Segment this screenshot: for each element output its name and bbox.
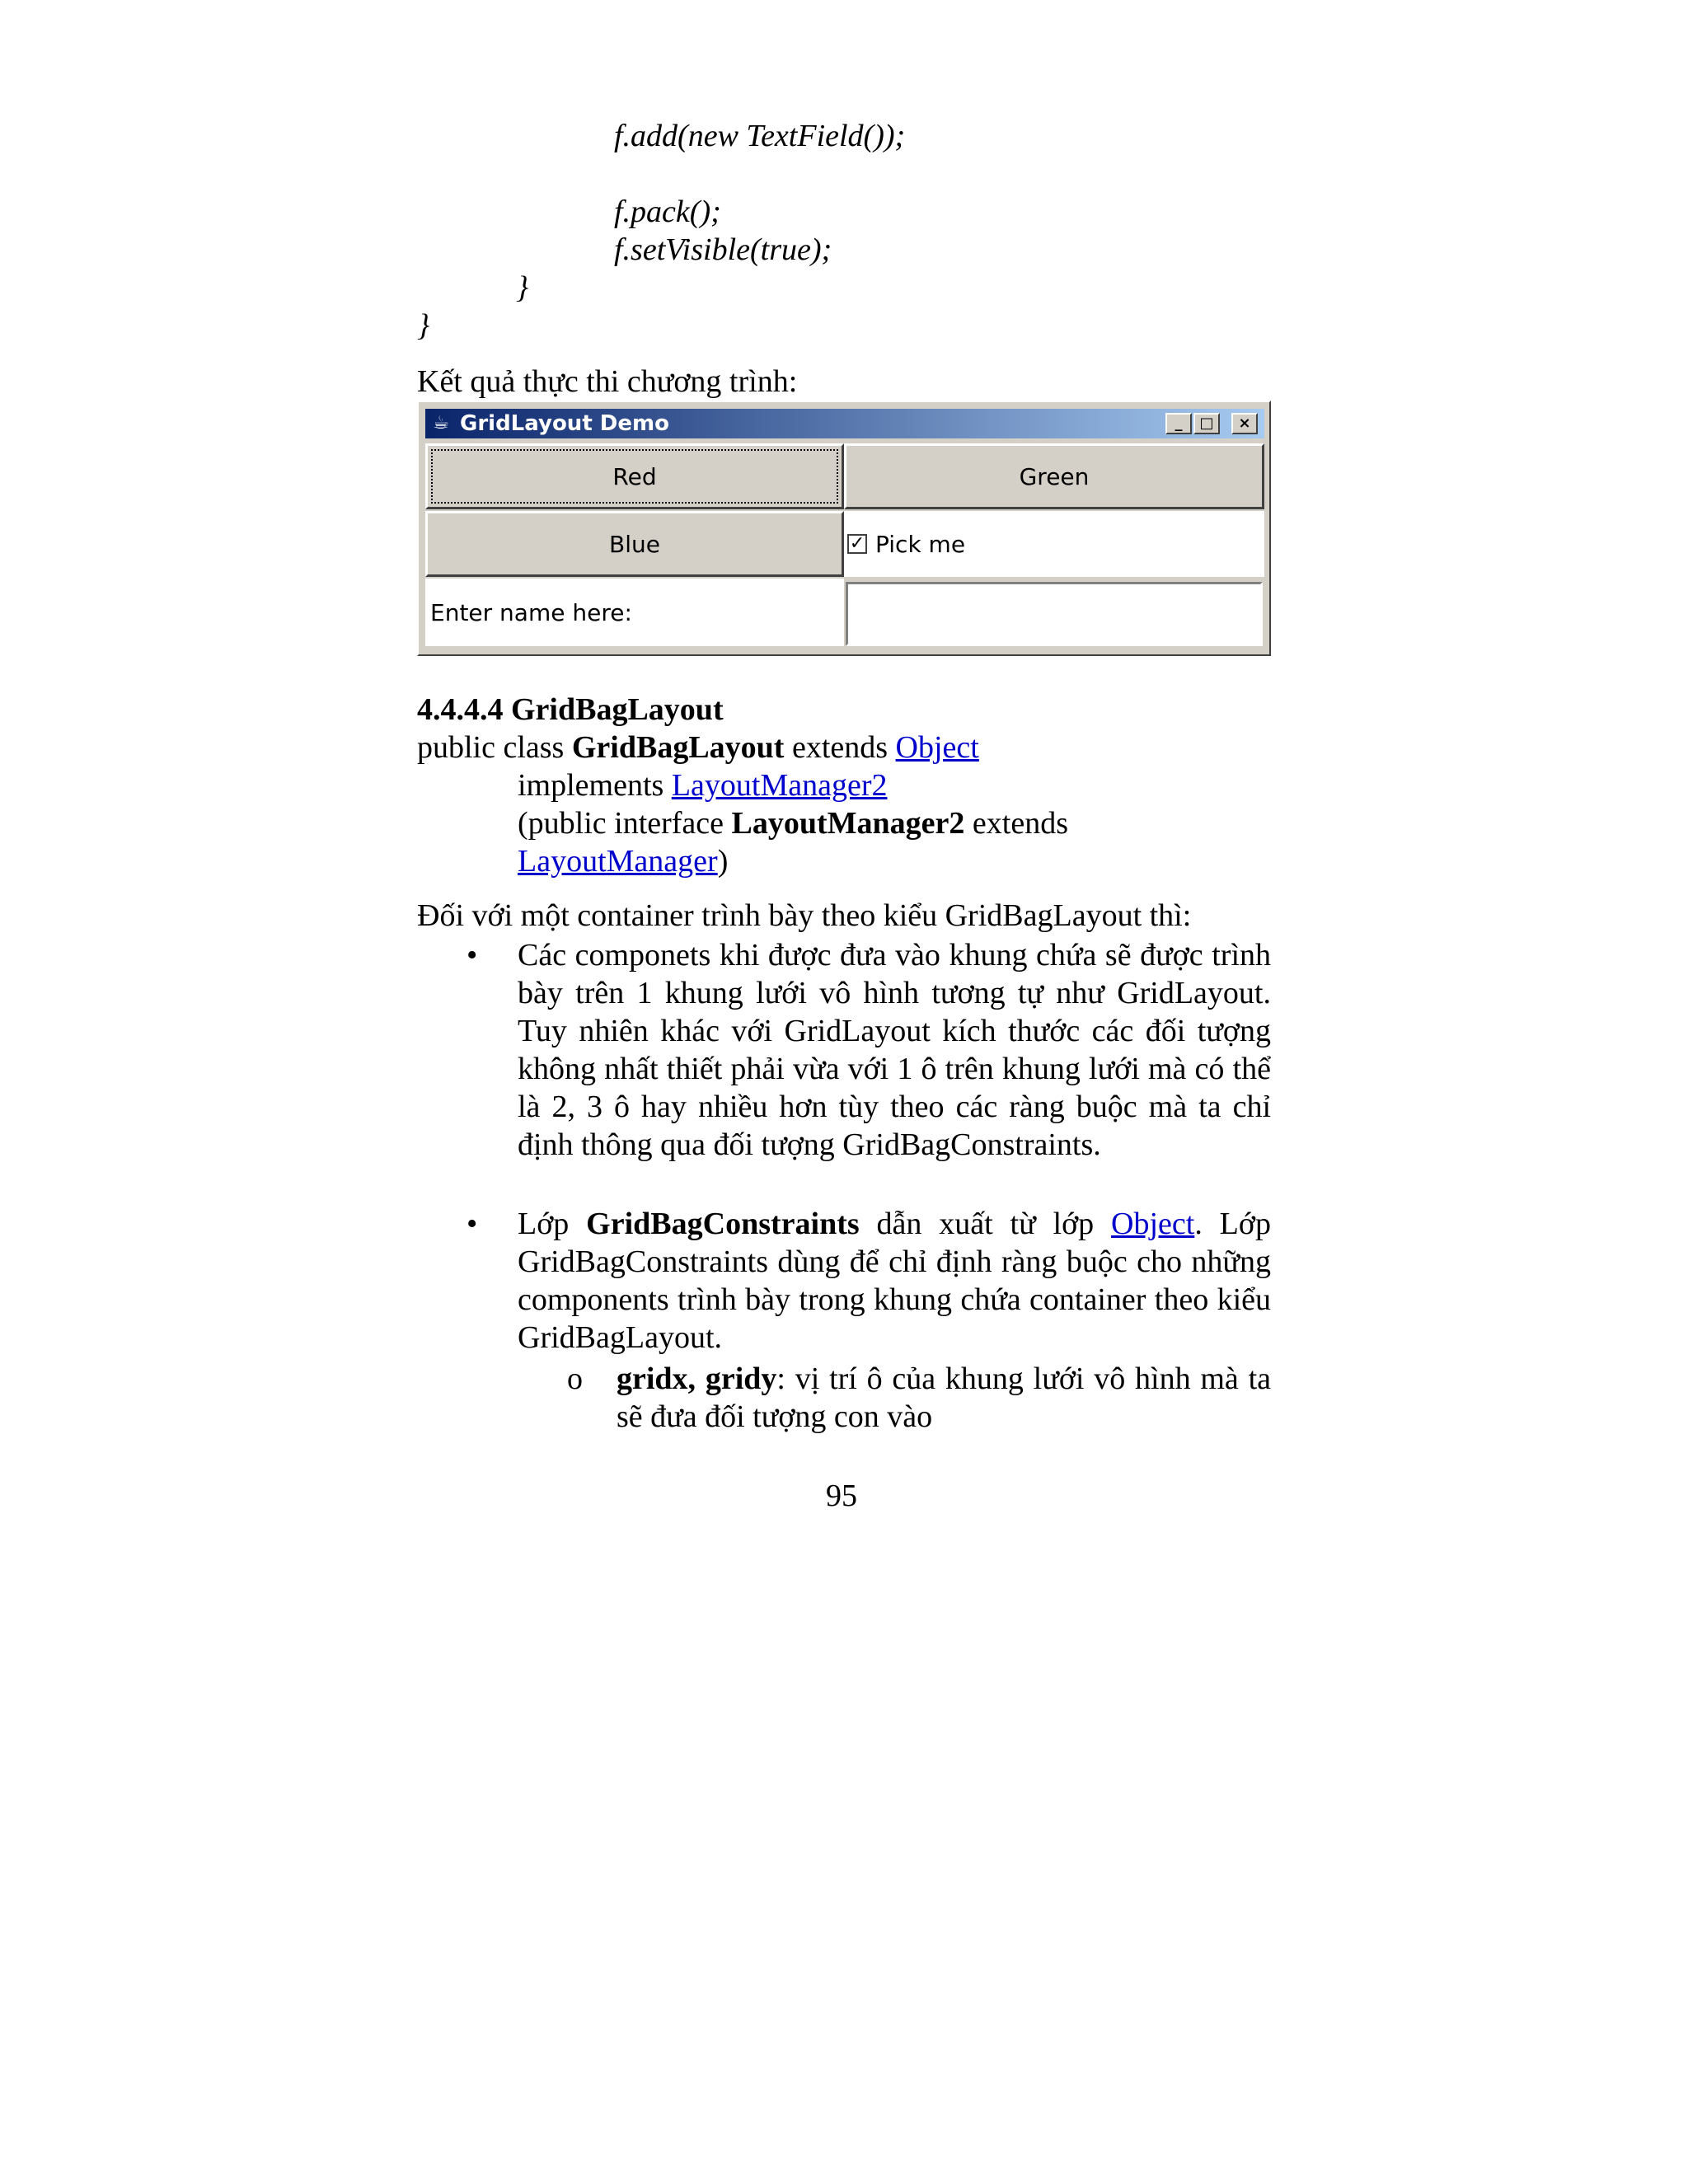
- bullet-marker-1: •: [467, 938, 478, 972]
- object-link-2[interactable]: Object: [1111, 1207, 1195, 1241]
- maximize-button[interactable]: □: [1193, 413, 1220, 434]
- red-button[interactable]: [425, 443, 844, 509]
- name-text-field[interactable]: [846, 582, 1263, 646]
- code-line-add-textfield: f.add(new TextField());: [614, 119, 906, 153]
- code-line-setvisible: f.setVisible(true);: [614, 232, 832, 267]
- bullet-2-text: Lớp GridBagConstraints dẫn xuất từ lớp Object. Lớp GridBagConstraints dùng để chỉ định ràng buộc cho những components trình bày trong khung chứa container theo kiểu GridBagLayout.: [518, 1207, 1271, 1355]
- intro-paragraph: Đối với một container trình bày theo kiểu GridBagLayout thì:: [417, 898, 1192, 933]
- pick-me-checkbox-row[interactable]: [844, 511, 1264, 577]
- code-brace-outer: }: [417, 308, 430, 343]
- sub-bullet-marker: o: [567, 1361, 583, 1396]
- interface-line: (public interface LayoutManager2 extends: [518, 806, 1068, 841]
- code-line-pack: f.pack();: [614, 194, 721, 229]
- page-number: 95: [826, 1479, 857, 1513]
- green-button-label: Green: [1019, 462, 1090, 490]
- layoutmanager-link[interactable]: LayoutManager: [518, 844, 718, 879]
- window-titlebar: [425, 409, 1264, 438]
- section-heading: 4.4.4.4 GridBagLayout: [417, 692, 724, 727]
- bullet-marker-2: •: [467, 1207, 478, 1241]
- bullet-1-text: Các componets khi được đưa vào khung chứa sẽ được trình bày trên 1 khung lưới vô hình tương tự như GridLayout. Tuy nhiên khác với GridLayout kích thước các đối tượng không nhất thiết phải vừa với 1 ô trên khung lưới mà có thể là 2, 3 ô hay nhiều hơn tùy theo các ràng buộc mà ta chỉ định thông qua đối tượng GridBagConstraints.: [518, 938, 1271, 1162]
- sub-bullet-text: gridx, gridy: vị trí ô của khung lưới vô hình mà ta sẽ đưa đối tượng con vào: [617, 1361, 1272, 1434]
- red-button-label: Red: [612, 462, 657, 490]
- close-button[interactable]: ×: [1231, 413, 1258, 434]
- pick-me-checkbox[interactable]: ✓: [847, 534, 867, 554]
- result-label: Kết quả thực thi chương trình:: [417, 364, 798, 399]
- object-link[interactable]: Object: [895, 730, 979, 765]
- implements-line: implements LayoutManager2: [518, 768, 888, 803]
- window-title: GridLayout Demo: [460, 411, 669, 436]
- gridlayout-demo-window: [417, 401, 1271, 656]
- name-label-cell: [425, 579, 844, 646]
- blue-button-label: Blue: [609, 530, 660, 558]
- class-declaration: public class GridBagLayout extends Object: [417, 730, 979, 765]
- interface-extends-line: LayoutManager): [518, 844, 729, 879]
- name-label: Enter name here:: [430, 598, 632, 626]
- pick-me-label: Pick me: [875, 530, 966, 558]
- green-button[interactable]: [844, 443, 1264, 509]
- blue-button[interactable]: [425, 511, 844, 577]
- layoutmanager2-link[interactable]: LayoutManager2: [671, 768, 888, 803]
- java-cup-icon: ☕: [433, 413, 449, 434]
- code-brace-inner: }: [516, 270, 529, 305]
- minimize-button[interactable]: _: [1165, 413, 1192, 434]
